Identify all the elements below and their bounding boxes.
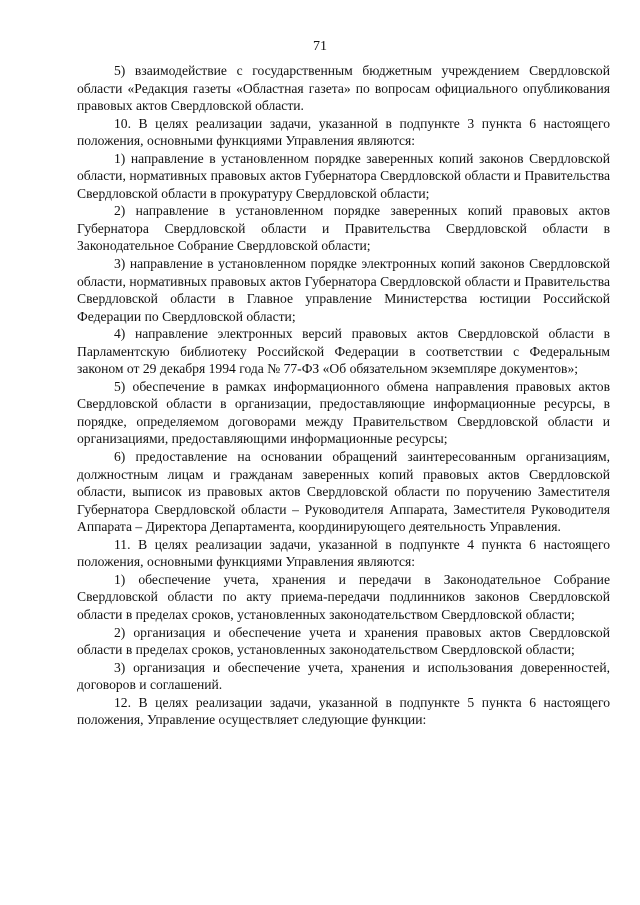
page-number: 71: [313, 39, 327, 54]
document-body: [77, 62, 610, 729]
paragraph: 1) направление в установленном порядке заверенных копий законов Свердловской области, нормативных правовых актов Губернатора Свердловской области и Правительства Свердловской области в прокуратуру Свердловской области;: [77, 150, 610, 201]
paragraph: 6) предоставление на основании обращений заинтересованным организациям, должностным лицам и гражданам заверенных копий правовых актов Свердловской области, выписок из правовых актов Свердловской области по поручению Заместителя Губернатора Свердловской области – Руководителя Аппарата, Заместителя Руководителя Аппарата – Директора Департамента, координирующего деятельность Управления.: [77, 449, 610, 535]
paragraph: 2) направление в установленном порядке заверенных копий правовых актов Губернатора Свердловской области и Правительства Свердловской области в Законодательное Собрание Свердловской области;: [77, 203, 610, 254]
paragraph: 5) взаимодействие с государственным бюджетным учреждением Свердловской области «Редакция газеты «Областная газета» по вопросам официального опубликования правовых актов Свердловской области.: [77, 63, 610, 114]
paragraph: 3) организация и обеспечение учета, хранения и использования доверенностей, договоров и соглашений.: [77, 659, 610, 693]
paragraph: 5) обеспечение в рамках информационного обмена направления правовых актов Свердловской области в организации, предоставляющие информационные ресурсы, в порядке, определяемом договорами между Правительством Свердловской области и организациями, предоставляющими информационные ресурсы;: [77, 378, 610, 447]
paragraph: 4) направление электронных версий правовых актов Свердловской области в Парламентскую библиотеку Российской Федерации в соответствии с Федеральным законом от 29 декабря 1994 года № 77-ФЗ «Об обязательном экземпляре документов»;: [77, 326, 610, 377]
paragraph: 12. В целях реализации задачи, указанной в подпункте 5 пункта 6 настоящего положения, Управление осуществляет следующие функции:: [77, 694, 610, 728]
paragraph: 10. В целях реализации задачи, указанной в подпункте 3 пункта 6 настоящего положения, основными функциями Управления являются:: [77, 115, 610, 149]
paragraph: 2) организация и обеспечение учета и хранения правовых актов Свердловской области в пределах сроков, установленных законодательством Свердловской области;: [77, 624, 610, 658]
paragraph: 3) направление в установленном порядке электронных копий законов Свердловской области, нормативных правовых актов Губернатора Свердловской области и Правительства Свердловской области в Главное управление Министерства юстиции Российской Федерации по Свердловской области;: [77, 256, 610, 324]
paragraph: 11. В целях реализации задачи, указанной в подпункте 4 пункта 6 настоящего положения, основными функциями Управления являются:: [77, 536, 610, 570]
paragraph: 1) обеспечение учета, хранения и передачи в Законодательное Собрание Свердловской области по акту приема-передачи подлинников законов Свердловской области в пределах сроков, установленных законодательством Свердловской области;: [77, 571, 610, 622]
